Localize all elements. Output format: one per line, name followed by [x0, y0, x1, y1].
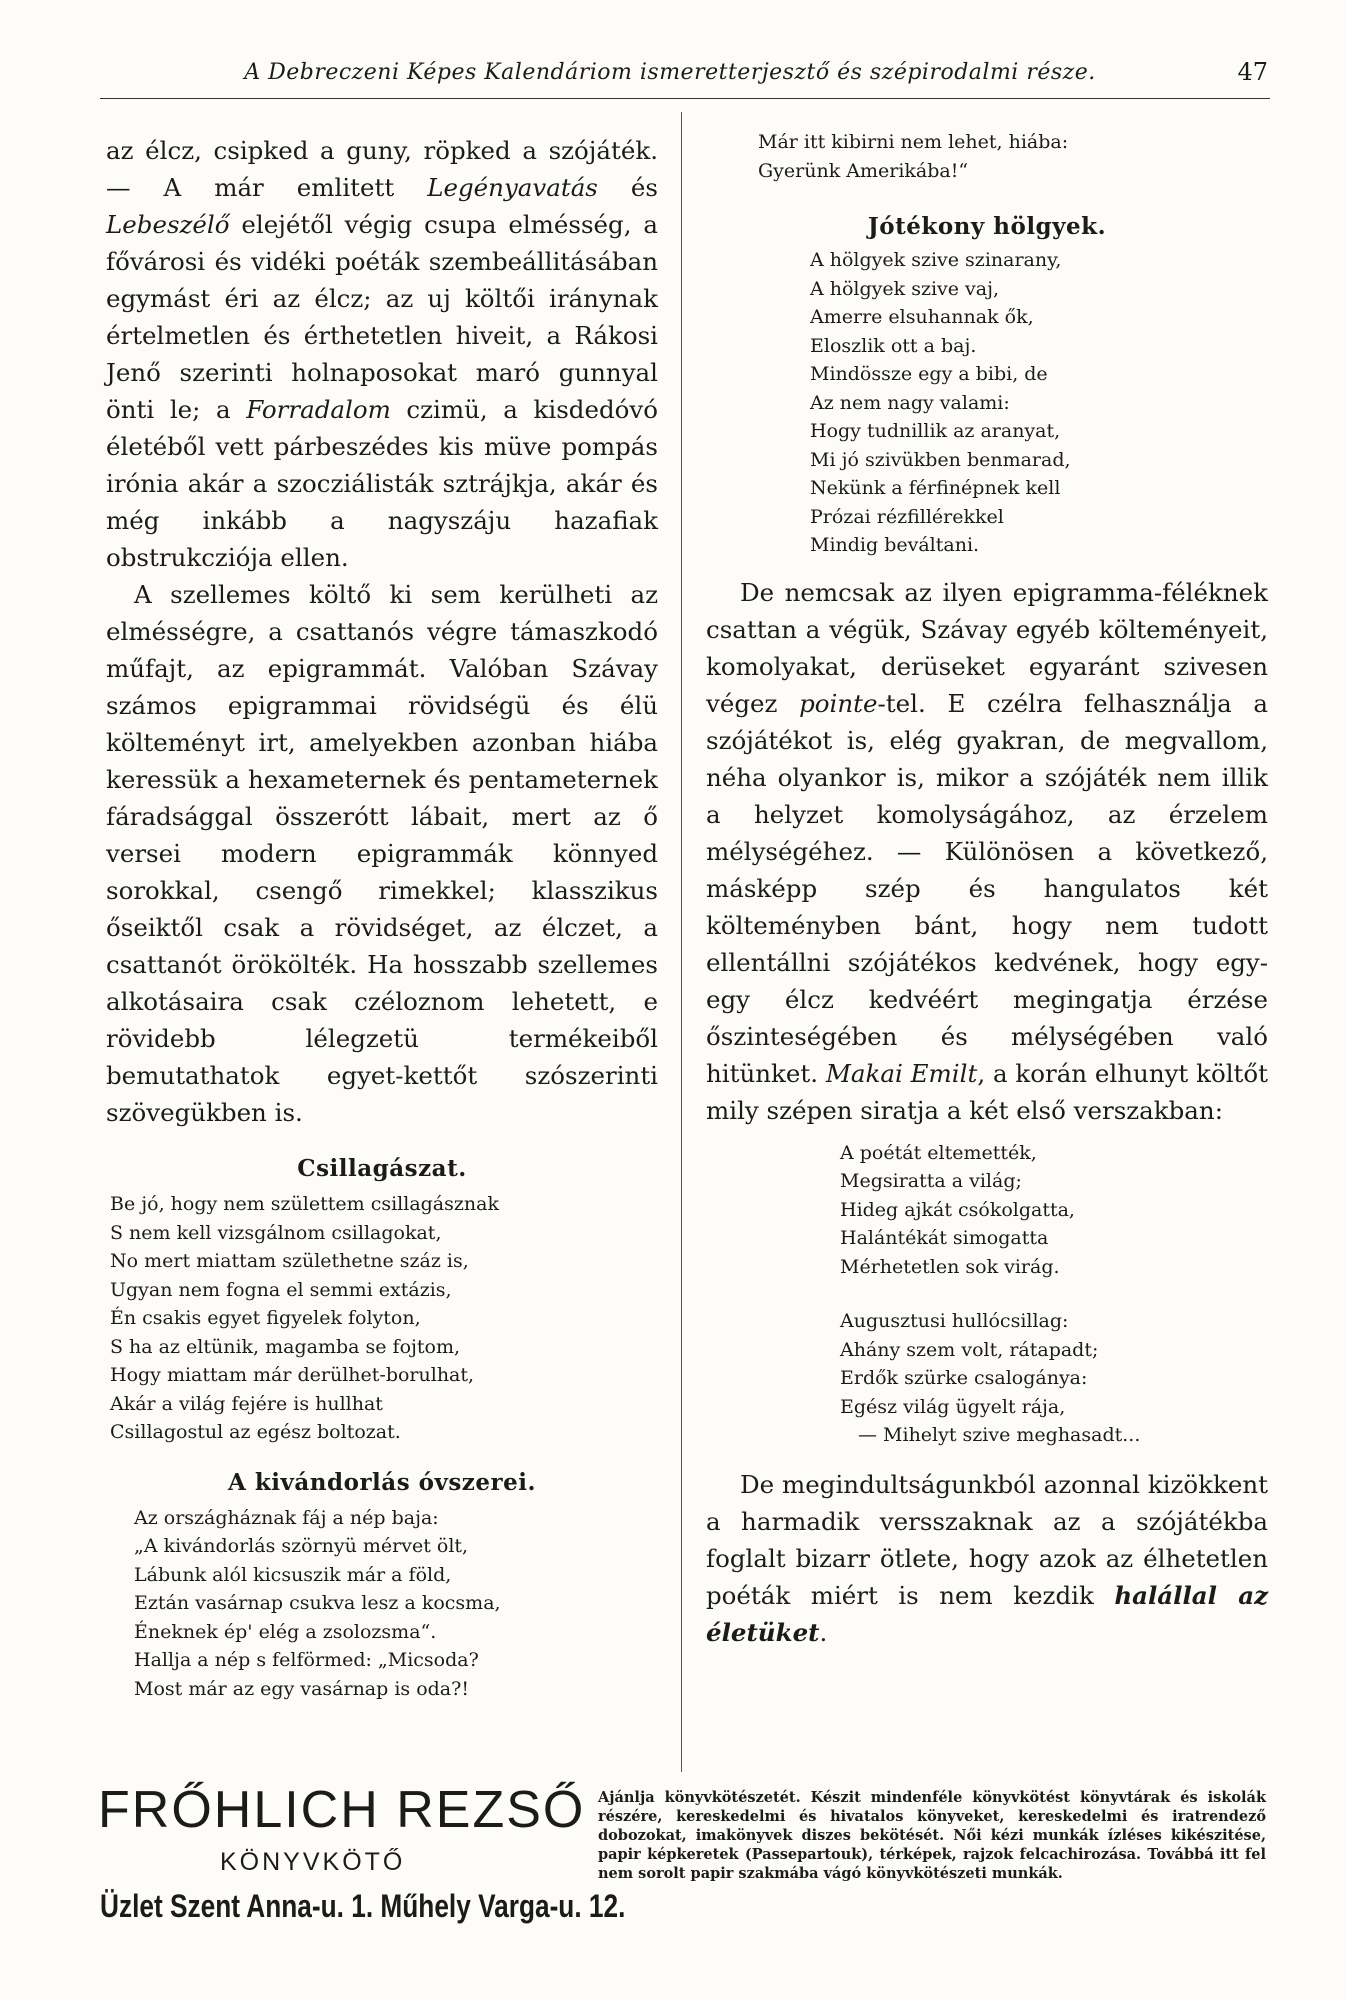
poem-line: Hallja a nép s felförmed: „Micsoda? [134, 1649, 479, 1671]
prose-block [706, 574, 1268, 1129]
poem-line: Mindössze egy a bibi, de [810, 363, 1048, 385]
poem-line: Már itt kibirni nem lehet, hiába: [758, 131, 1069, 153]
page-header [100, 58, 1270, 99]
poem-line: A hölgyek szive vaj, [810, 277, 1000, 300]
ad-description: Ajánlja könyvkötészetét. Készit mindenféle könyvkötést könyvtárak és iskolák részére, kereskedelmi és hivatalos könyveket, kereskedelmi és iratrendező dobozokat, imakönyvek diszes bekötését. Női kézi munkák ízléses kikészitése, papir képkeretek (Passepartouk), térképek, rajzok felcachirozása. Továbbá itt fel nem sorolt papir szakmába vágó könyvkötészeti munkák. [598, 1789, 1266, 1882]
poem-line: Az országháznak fáj a nép baja: [134, 1506, 439, 1529]
poem-line: No mert miattam születhetne száz is, [110, 1250, 469, 1272]
poem-line: Hogy tudnillik az aranyat, [810, 420, 1061, 442]
paragraph: De nemcsak az ilyen epigramma-féléknek csattan a végük, Szávay egyéb költeményeit, komolyakat, derüseket egyaránt szivesen végez pointe-tel. E czélra felhasználja a szójátékot is, elég gyakran, de megvallom, néha olyankor is, mikor a szójáték nem illik a helyzet komolyságához, az érzelem mélységéhez. — Különösen a következő, másképp szép és hangulatos két költeményben bánt, hogy nem tudott ellentállni szójátékos kedvének, hogy egy-egy élcz kedvéért megingatja érzése őszinteségében és mélységében való hitünket. Makai Emilt, a korán elhunyt költőt mily szépen siratja a két első verszakban: [706, 577, 1268, 1125]
poem-line: A hölgyek szive szinarany, [810, 249, 1062, 271]
running-title: A Debreczeni Képes Kalendáriom ismeretterjesztő és szépirodalmi része. [244, 60, 1096, 85]
poem-line: „A kivándorlás szörnyü mérvet ölt, [134, 1535, 469, 1557]
poem [134, 1504, 658, 1704]
poem-line: Mérhetetlen sok virág. [840, 1255, 1060, 1278]
poem-line: Amerre elsuhannak ők, [810, 306, 1034, 328]
poem-line: Be jó, hogy nem születtem csillagásznak [110, 1193, 499, 1215]
paragraph: az élcz, csipked a guny, röpked a szójáték. — A már emlitett Legényavatás és Lebeszélő elejétől végig csupa elmésség, a fővárosi és vidéki poéták szembeállitásában egymást éri az élcz; az uj költői iránynak értelmetlen és érthetetlen hiveit, a Rákosi Jenő szerinti holnaposokat maró gunnyal önti le; a Forradalom czimü, a kisdedóvó életéből vett párbeszédes kis müve pompás irónia akár a szocziálisták sztrájkja, akár és még inkább a nagyszáju hazafiak obstrukcziója ellen. [106, 136, 658, 572]
prose-block [706, 1466, 1268, 1651]
poem-line: Halántékát simogatta [840, 1227, 1049, 1249]
left-column [106, 132, 658, 1703]
poem-line: Ugyan nem fogna el semmi extázis, [110, 1278, 452, 1301]
poem-title: Jótékony hölgyek. [867, 213, 1107, 240]
poem [810, 246, 1268, 560]
poem-line: Eloszlik ott a baj. [810, 334, 977, 357]
column-divider [681, 112, 682, 1772]
poem [840, 1139, 1268, 1450]
paragraph: A szellemes költő ki sem kerülheti az elmésségre, a csattanós végre támaszkodó műfajt, az epigrammát. Valóban Szávay számos epigrammai rövidségü és élü költeményt irt, amelyekben azonban hiába keressük a hexameternek és pentameternek fáradsággal összerótt lábait, mert az ő versei modern epigrammák könnyed sorokkal, csengő rimekkel; klasszikus őseiktől csak a rövidséget, az élczet, a csattanót örökölték. Ha hosszabb szellemes alkotásaira csak czéloznom lehetett, e rövidebb lélegzetü termékeiből bemutathatok egyet-kettőt szószerinti szövegükben is. [106, 580, 658, 1127]
poem-continuation [758, 128, 1268, 185]
ad-address: Üzlet Szent Anna-u. 1. Műhely Varga-u. 12. [100, 1888, 626, 1924]
poem-line: Hideg ajkát csókolgatta, [840, 1198, 1075, 1221]
poem-line: Ahány szem volt, rátapadt; [840, 1338, 1099, 1361]
poem-line: Most már az egy vasárnap is oda?! [134, 1677, 469, 1700]
poem-line: — Mihelyt szive meghasadt... [858, 1424, 1141, 1446]
poem-line: Lábunk alól kicsuszik már a föld, [134, 1563, 452, 1586]
paragraph: De megindultságunkból azonnal kizökkent a harmadik versszaknak az a szójátékba foglalt bizarr ötlete, hogy azok az élhetetlen poéták miért is nem kezdik halállal az életüket. [706, 1469, 1268, 1647]
ad-business-name: FRŐHLICH REZSŐ [98, 1781, 586, 1839]
poem-line: Gyerünk Amerikába!“ [758, 159, 969, 182]
poem-line: Az nem nagy valami: [810, 391, 1010, 414]
poem-stanza [840, 1307, 1268, 1450]
poem [110, 1190, 658, 1447]
poem-line: Hogy miattam már derülhet-borulhat, [110, 1364, 475, 1386]
poem-title: A kivándorlás óvszerei. [228, 1468, 536, 1496]
poem-line: Nekünk a férfinépnek kell [810, 477, 1061, 499]
poem-line: Mindig beváltani. [810, 534, 980, 556]
poem-line: Akár a világ fejére is hullhat [110, 1392, 383, 1415]
right-column [706, 132, 1268, 1651]
poem-line: Augusztusi hullócsillag: [840, 1310, 1069, 1332]
poem-line: A poétát eltemették, [840, 1141, 1037, 1164]
poem-line: Erdők szürke csalogánya: [840, 1367, 1088, 1389]
poem-line: Eztán vasárnap csukva lesz a kocsma, [134, 1592, 501, 1614]
advertisement [0, 1774, 1347, 1974]
poem-line: Csillagostul az egész boltozat. [110, 1421, 401, 1443]
poem-line: Prózai rézfillérekkel [810, 505, 1004, 528]
poem-stanza [840, 1139, 1268, 1282]
poem-line: Megsiratta a világ; [840, 1170, 1022, 1192]
poem-line: Éneknek ép' elég a zsolozsma“. [134, 1620, 437, 1643]
poem-line: S ha az eltünik, magamba se fojtom, [110, 1335, 461, 1358]
poem-line: Én csakis egyet figyelek folyton, [110, 1307, 421, 1329]
poem-line: S nem kell vizsgálnom csillagokat, [110, 1221, 442, 1244]
poem-line: Egész világ ügyelt rája, [840, 1395, 1066, 1418]
poem-title: Csillagászat. [297, 1155, 467, 1182]
poem-line: Mi jó szivükben benmarad, [810, 448, 1071, 471]
ad-profession: KÖNYVKÖTŐ [220, 1848, 406, 1876]
page-number: 47 [1237, 58, 1268, 86]
